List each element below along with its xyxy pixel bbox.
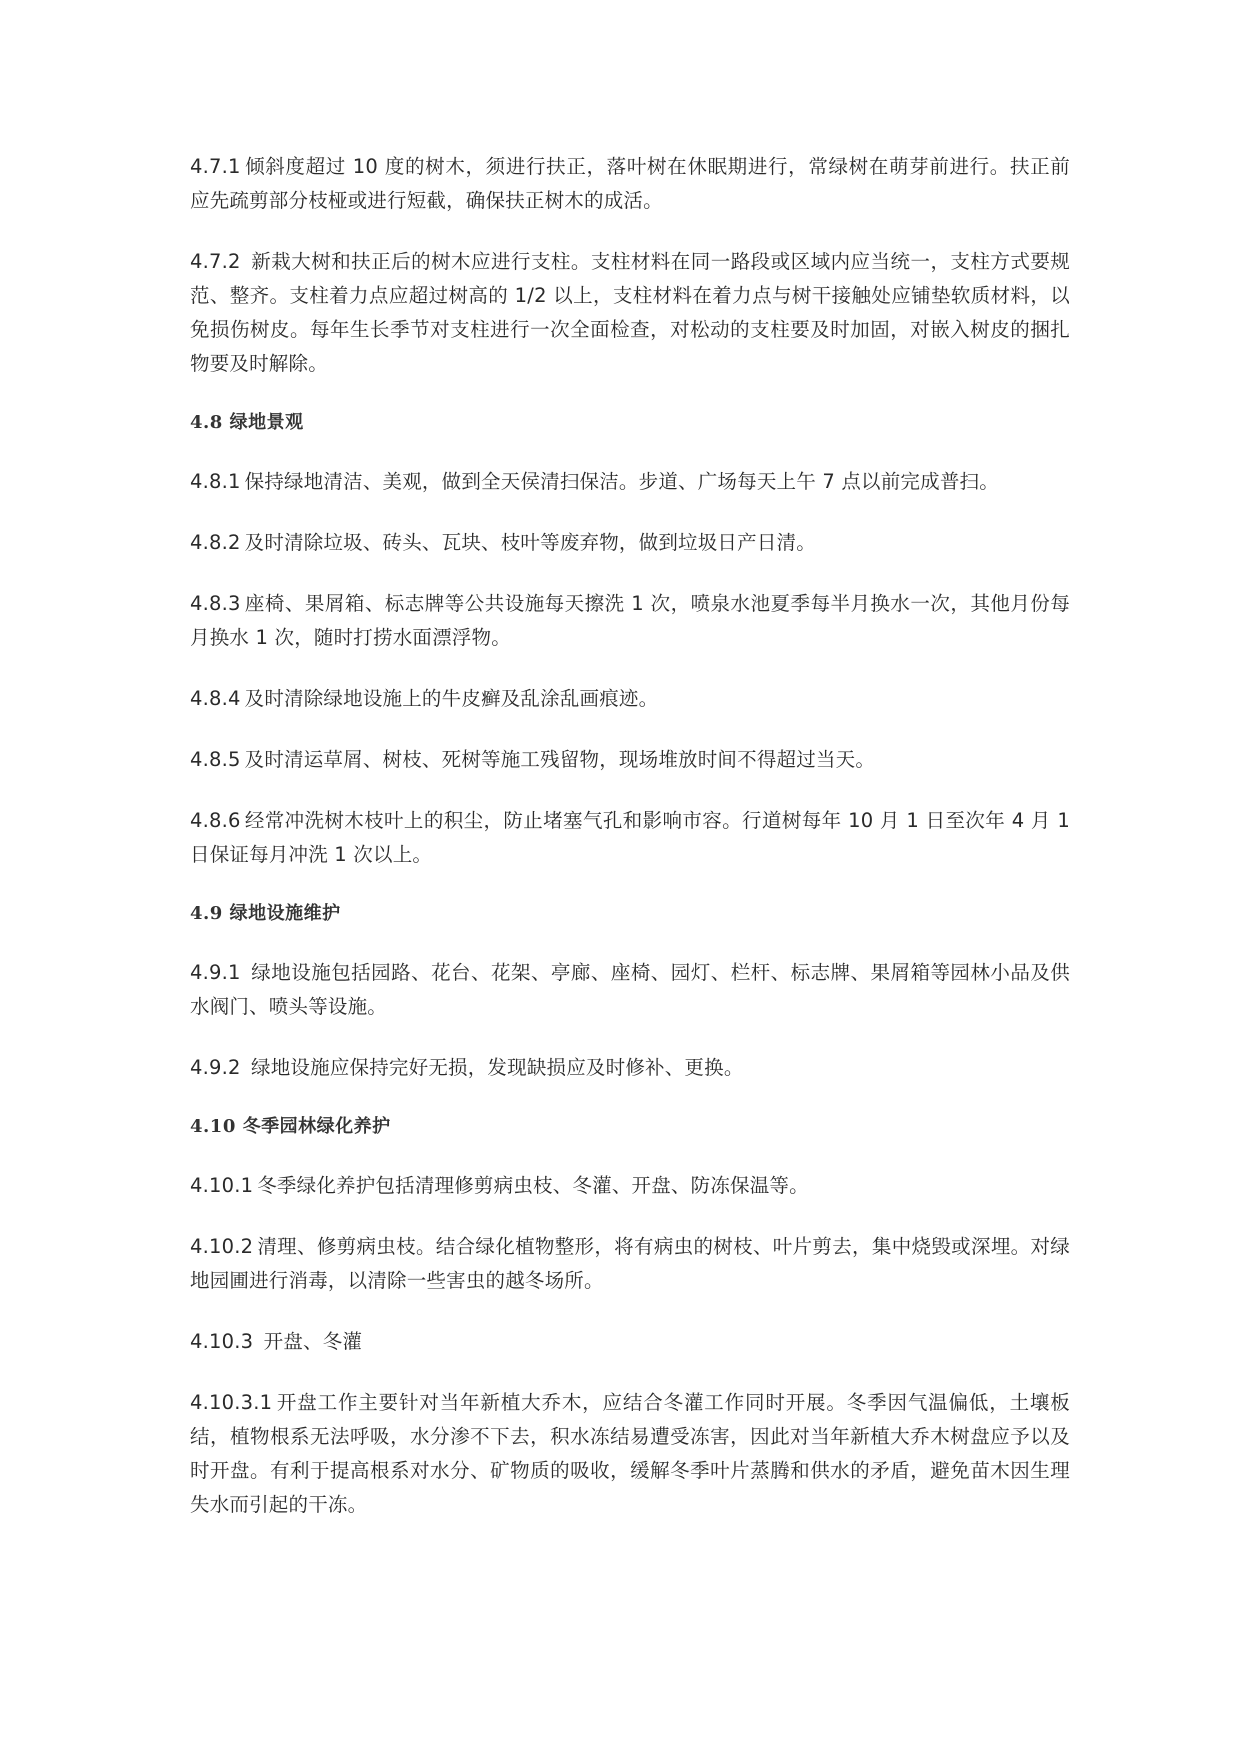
paragraph-text: 开盘工作主要针对当年新植大乔木，应结合冬灌工作同时开展。冬季因气温偏低，土壤板结，植物根系无法呼吸，水分渗不下去，积水冻结易遭受冻害，因此对当年新植大乔木树盘应予以及时开盘。有利于提高根系对水分、矿物质的吸收，缓解冬季叶片蒸腾和供水的矛盾，避免苗木因生理失水而引起的干冻。: [190, 1391, 1070, 1516]
section-heading-4-10: 4.10 冬季园林绿化养护: [190, 1116, 391, 1137]
paragraph-4-10-3: [190, 1325, 1070, 1359]
paragraph-text: 开盘、冬灌: [257, 1330, 363, 1353]
paragraph-text: 倾斜度超过 10 度的树木，须进行扶正，落叶树在休眠期进行，常绿树在萌芽前进行。扶正前应先疏剪部分枝桠或进行短截，确保扶正树木的成活。: [190, 155, 1070, 212]
clause-number: 4.9.1: [190, 961, 241, 984]
paragraph-text: 座椅、果屑箱、标志牌等公共设施每天擦洗 1 次，喷泉水池夏季每半月换水一次，其他月份每月换水 1 次，随时打捞水面漂浮物。: [190, 592, 1070, 649]
paragraph-text: 清理、修剪病虫枝。结合绿化植物整形，将有病虫的树枝、叶片剪去，集中烧毁或深埋。对绿地园圃进行消毒，以清除一些害虫的越冬场所。: [190, 1235, 1070, 1292]
clause-number: 4.10.2: [190, 1235, 254, 1258]
clause-number: 4.9.2: [190, 1056, 241, 1079]
paragraph-text: 新栽大树和扶正后的树木应进行支柱。支柱材料在同一路段或区域内应当统一，支柱方式要规范、整齐。支柱着力点应超过树高的 1/2 以上，支柱材料在着力点与树干接触处应铺垫软质材料，以免损伤树皮。每年生长季节对支柱进行一次全面检查，对松动的支柱要及时加固，对嵌入树皮的捆扎物要及时解除。: [190, 250, 1070, 375]
clause-number: 4.7.1: [190, 155, 241, 178]
paragraph-4-8-5: [190, 743, 1070, 777]
paragraph-text: 经常冲洗树木枝叶上的积尘，防止堵塞气孔和影响市容。行道树每年 10 月 1 日至次年 4 月 1 日保证每月冲洗 1 次以上。: [190, 809, 1070, 866]
paragraph-4-9-1: [190, 956, 1070, 1024]
clause-number: 4.10.3: [190, 1330, 254, 1353]
clause-number: 4.10.1: [190, 1174, 254, 1197]
paragraph-text: 及时清运草屑、树枝、死树等施工残留物，现场堆放时间不得超过当天。: [244, 748, 876, 771]
paragraph-4-10-3-1: [190, 1386, 1070, 1522]
paragraph-text: 及时清除绿地设施上的牛皮癣及乱涂乱画痕迹。: [244, 687, 659, 710]
clause-number: 4.8.5: [190, 748, 241, 771]
paragraph-4-7-2: [190, 245, 1070, 381]
paragraph-text: 绿地设施包括园路、花台、花架、亭廊、座椅、园灯、栏杆、标志牌、果屑箱等园林小品及供水阀门、喷头等设施。: [190, 961, 1070, 1018]
paragraph-4-9-2: [190, 1051, 1070, 1085]
clause-number: 4.7.2: [190, 250, 241, 273]
paragraph-4-8-6: [190, 804, 1070, 872]
section-heading-4-8: 4.8 绿地景观: [190, 412, 304, 433]
paragraph-text: 冬季绿化养护包括清理修剪病虫枝、冬灌、开盘、防冻保温等。: [257, 1174, 809, 1197]
section-heading-4-9: 4.9 绿地设施维护: [190, 903, 341, 924]
clause-number: 4.8.2: [190, 531, 241, 554]
paragraph-4-8-2: [190, 526, 1070, 560]
paragraph-4-7-1: [190, 150, 1070, 218]
paragraph-4-8-1: [190, 465, 1070, 499]
paragraph-4-8-4: [190, 682, 1070, 716]
clause-number: 4.10.3.1: [190, 1391, 273, 1414]
paragraph-text: 保持绿地清洁、美观，做到全天侯清扫保洁。步道、广场每天上午 7 点以前完成普扫。: [244, 470, 999, 493]
paragraph-text: 绿地设施应保持完好无损，发现缺损应及时修补、更换。: [244, 1056, 744, 1079]
clause-number: 4.8.1: [190, 470, 241, 493]
clause-number: 4.8.6: [190, 809, 241, 832]
paragraph-4-10-1: [190, 1169, 1070, 1203]
paragraph-4-8-3: [190, 587, 1070, 655]
paragraph-text: 及时清除垃圾、砖头、瓦块、枝叶等废弃物，做到垃圾日产日清。: [244, 531, 816, 554]
clause-number: 4.8.4: [190, 687, 241, 710]
document-page: [190, 150, 1070, 1549]
clause-number: 4.8.3: [190, 592, 241, 615]
paragraph-4-10-2: [190, 1230, 1070, 1298]
